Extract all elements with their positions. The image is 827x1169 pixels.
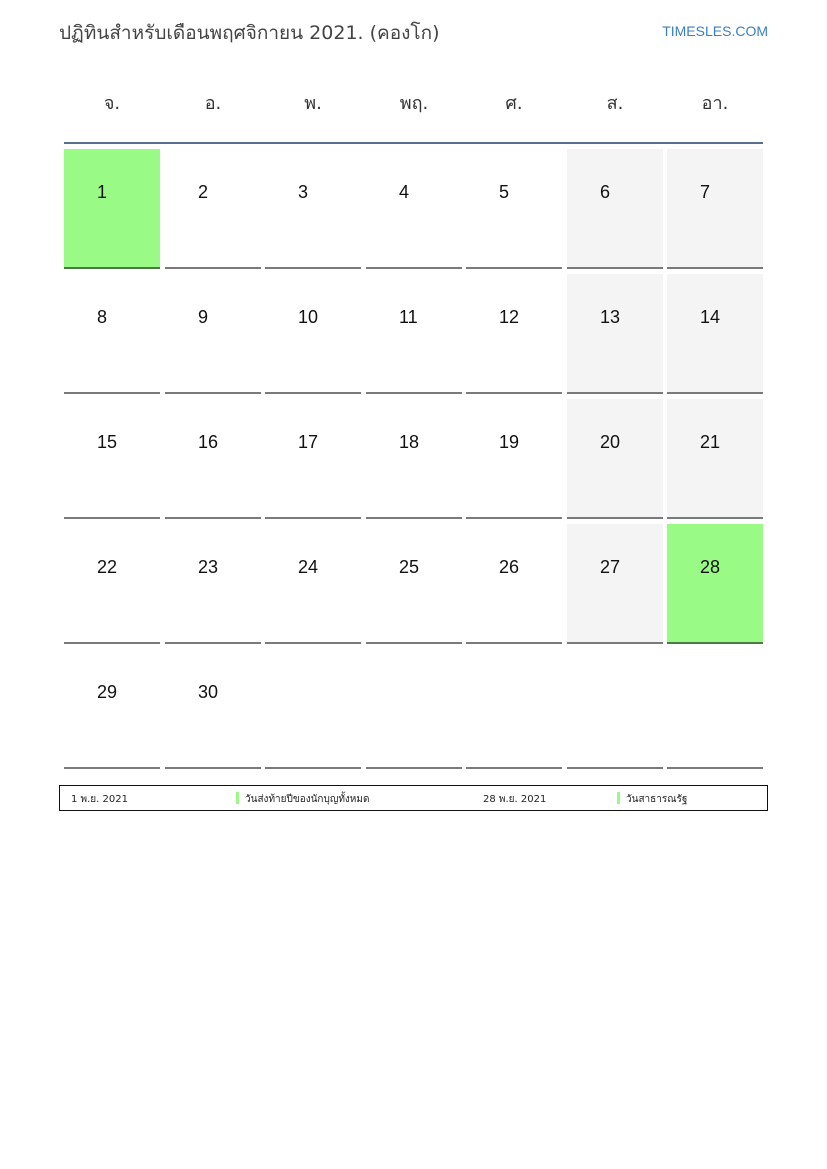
header-divider: [64, 142, 763, 144]
day-cell[interactable]: [265, 399, 361, 519]
day-number: 26: [499, 557, 520, 577]
day-number: 13: [600, 307, 621, 327]
day-number: 10: [298, 307, 319, 327]
day-number: 25: [399, 557, 420, 577]
weekday-tue: อ.: [204, 93, 222, 114]
day-cell[interactable]: [466, 524, 562, 644]
day-cell[interactable]: [64, 649, 160, 769]
day-number: 29: [97, 682, 118, 702]
day-cell[interactable]: [567, 399, 663, 519]
empty-day-cell: [366, 649, 462, 769]
day-cell[interactable]: [265, 524, 361, 644]
day-number: 4: [399, 182, 410, 202]
day-number: 30: [198, 682, 219, 702]
page-title: ปฏิทินสำหรับเดือนพฤศจิกายน 2021. (คองโก): [59, 22, 440, 44]
day-number: 24: [298, 557, 319, 577]
day-cell[interactable]: [64, 274, 160, 394]
day-cell[interactable]: [366, 524, 462, 644]
day-number: 2: [198, 182, 209, 202]
day-number: 7: [700, 182, 711, 202]
day-cell[interactable]: [567, 149, 663, 269]
day-cell[interactable]: [667, 399, 763, 519]
day-cell[interactable]: [165, 524, 261, 644]
day-cell[interactable]: [567, 274, 663, 394]
day-cell[interactable]: [64, 399, 160, 519]
day-cell[interactable]: [265, 274, 361, 394]
day-number: 9: [198, 307, 209, 327]
day-cell[interactable]: [466, 274, 562, 394]
day-cell[interactable]: [64, 149, 160, 269]
day-cell[interactable]: [165, 649, 261, 769]
calendar-grid: [64, 149, 764, 771]
day-number: 8: [97, 307, 108, 327]
legend-name-1: วันส่งท้ายปีของนักบุญทั้งหมด: [245, 794, 370, 805]
weekday-thu: พฤ.: [399, 93, 429, 114]
weekday-fri: ศ.: [505, 93, 523, 114]
legend-marker-1: [236, 792, 239, 804]
day-cell[interactable]: [466, 399, 562, 519]
day-cell[interactable]: [466, 149, 562, 269]
weekday-wed: พ.: [304, 93, 322, 114]
day-cell[interactable]: [366, 399, 462, 519]
day-number: 14: [700, 307, 721, 327]
day-number: 11: [399, 307, 418, 327]
day-cell[interactable]: [165, 399, 261, 519]
site-link[interactable]: TIMESLES.COM: [662, 23, 768, 39]
legend-name-2: วันสาธารณรัฐ: [626, 794, 688, 805]
day-number: 12: [499, 307, 520, 327]
holiday-legend: [59, 785, 768, 811]
day-number: 3: [298, 182, 309, 202]
day-cell[interactable]: [165, 274, 261, 394]
day-number: 27: [600, 557, 621, 577]
day-cell[interactable]: [667, 524, 763, 644]
day-cell[interactable]: [265, 149, 361, 269]
day-number: 21: [700, 432, 721, 452]
empty-day-cell: [667, 649, 763, 769]
day-number: 20: [600, 432, 621, 452]
weekday-mon: จ.: [103, 93, 121, 114]
weekday-sat: ส.: [606, 93, 624, 114]
day-cell[interactable]: [567, 524, 663, 644]
day-number: 17: [298, 432, 319, 452]
empty-day-cell: [265, 649, 361, 769]
day-cell[interactable]: [165, 149, 261, 269]
empty-day-cell: [466, 649, 562, 769]
empty-day-cell: [567, 649, 663, 769]
legend-date-2: 28 พ.ย. 2021: [483, 794, 547, 805]
legend-date-1: 1 พ.ย. 2021: [71, 794, 128, 805]
day-number: 19: [499, 432, 520, 452]
day-number: 22: [97, 557, 118, 577]
weekday-header-row: [64, 88, 764, 122]
legend-marker-2: [617, 792, 620, 804]
day-number: 1: [97, 182, 108, 202]
day-number: 18: [399, 432, 420, 452]
day-cell[interactable]: [366, 274, 462, 394]
day-number: 5: [499, 182, 510, 202]
day-cell[interactable]: [667, 149, 763, 269]
day-cell[interactable]: [64, 524, 160, 644]
weekday-sun: อา.: [701, 93, 729, 114]
day-cell[interactable]: [366, 149, 462, 269]
day-number: 15: [97, 432, 118, 452]
day-number: 16: [198, 432, 219, 452]
day-number: 28: [700, 557, 721, 577]
day-cell[interactable]: [667, 274, 763, 394]
day-number: 23: [198, 557, 219, 577]
day-number: 6: [600, 182, 611, 202]
